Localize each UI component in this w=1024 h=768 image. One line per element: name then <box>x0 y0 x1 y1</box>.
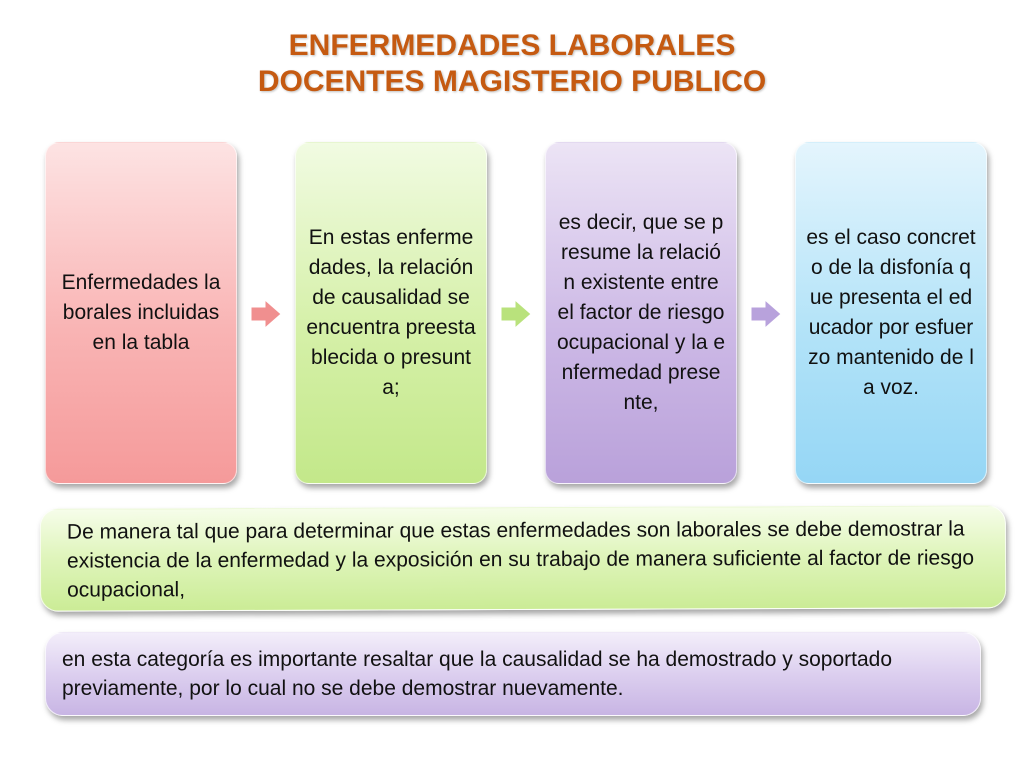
process-step-1-text: Enfermedades laborales incluidas en la tabla <box>61 271 221 354</box>
process-step-3-text: es decir, que se presume la relación existente entre el factor de riesgo ocupacional y la enfermedad presente, <box>556 211 726 414</box>
process-step-4 <box>795 142 987 484</box>
process-step-3 <box>545 142 737 484</box>
arrow-right-icon <box>499 297 533 331</box>
process-step-2 <box>295 142 487 484</box>
callout-purple-text: en esta categoría es importante resaltar que la causalidad se ha demostrado y soportado previamente, por lo cual no se debe demostrar nuevamente. <box>62 648 893 700</box>
arrow-right-icon <box>249 297 283 331</box>
process-step-2-text: En estas enfermedades, la relación de causalidad se encuentra preestablecida o presunta; <box>306 226 476 399</box>
process-step-4-text: es el caso concreto de la disfonía que presenta el educador por esfuerzo mantenido de la voz. <box>806 226 976 399</box>
callout-purple <box>45 632 981 716</box>
callout-green <box>40 505 1006 611</box>
callout-green-text: De manera tal que para determinar que estas enfermedades son laborales se debe demostrar la existencia de la enfermedad y la exposición en su trabajo de manera suficiente al factor de riesgo ocupacional, <box>66 517 975 602</box>
arrow-right-icon <box>749 297 783 331</box>
title-line-2: DOCENTES MAGISTERIO PUBLICO <box>257 65 767 98</box>
title-line-1: ENFERMEDADES LABORALES <box>288 29 736 62</box>
process-step-1 <box>45 142 237 484</box>
page-title <box>0 28 1024 100</box>
